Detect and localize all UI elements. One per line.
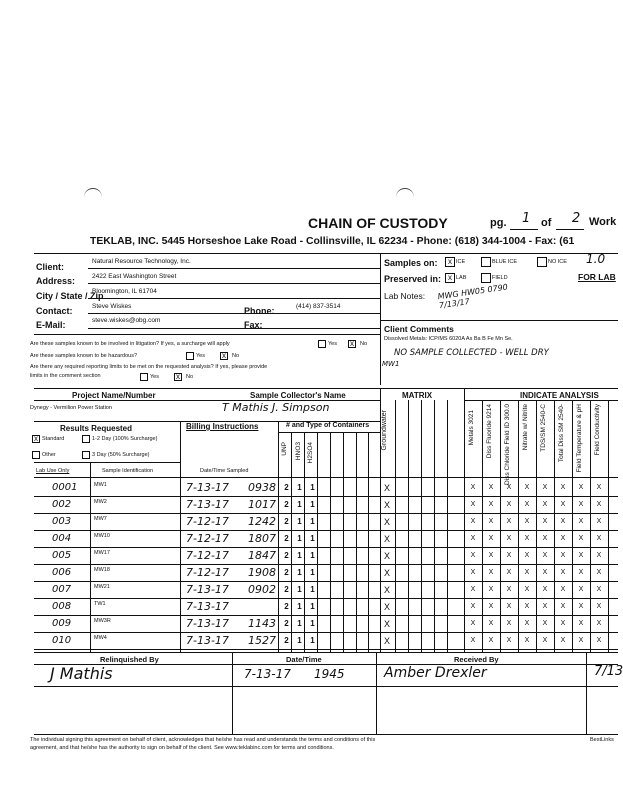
lab-number: 010	[52, 635, 72, 646]
analysis-mark: X	[542, 484, 548, 491]
lab-notes-handwriting: MWG HW05 0790 7/13/17	[437, 282, 509, 311]
analysis-mark: X	[506, 620, 512, 627]
address-value: 2422 East Washington Street	[92, 273, 177, 280]
sample-time: 1242	[248, 515, 276, 528]
analysis-mark: X	[506, 535, 512, 542]
contact-label: Contact:	[36, 306, 73, 316]
analysis-mark: X	[506, 586, 512, 593]
fax-label: Fax:	[244, 320, 263, 330]
limits-no-label: No	[186, 374, 194, 380]
analysis-mark: X	[596, 501, 602, 508]
litigation-no-label: No	[360, 341, 368, 347]
container-count: 1	[310, 602, 315, 611]
container-count: 2	[284, 551, 289, 560]
sample-date: 7-12-17	[186, 549, 229, 562]
analysis-mark: X	[578, 535, 584, 542]
litigation-yes-checkbox[interactable]	[318, 340, 326, 348]
hazardous-yes-label: Yes	[196, 353, 205, 359]
date-time-header: Date/Time	[286, 655, 322, 664]
client-value: Natural Resource Technology, Inc.	[92, 258, 191, 265]
analysis-mark: X	[488, 569, 494, 576]
received-date: 7/13	[594, 664, 623, 679]
sample-time: 1807	[248, 532, 276, 545]
analysis-mark: X	[506, 637, 512, 644]
matrix-mark: X	[383, 517, 390, 527]
of-label: of	[541, 217, 552, 229]
hazardous-no-checkbox[interactable]: x	[222, 351, 226, 360]
analysis-mark: X	[542, 569, 548, 576]
analysis-mark: X	[524, 569, 530, 576]
analysis-mark: X	[488, 637, 494, 644]
container-hno3-header: HNO3	[295, 442, 302, 461]
analysis-mark: X	[524, 586, 530, 593]
litigation-yes-label: Yes	[328, 341, 337, 347]
matrix-mark: X	[383, 551, 390, 561]
sample-date: 7-12-17	[186, 515, 229, 528]
analysis-mark: X	[578, 501, 584, 508]
analysis-col-3: Diss Chloride Field ID 300.0	[504, 404, 511, 485]
sample-id: MW3R	[94, 618, 111, 624]
analysis-mark: X	[470, 620, 476, 627]
standard-label: Standard	[42, 436, 65, 442]
punch-hole-left	[84, 188, 102, 199]
analysis-mark: X	[596, 637, 602, 644]
analysis-col-6: Total Diss SM 2540-	[558, 404, 565, 463]
matrix-mark: X	[383, 568, 390, 578]
container-count: 1	[310, 534, 315, 543]
matrix-mark: X	[383, 619, 390, 629]
containers-header: # and Type of Containers	[286, 422, 370, 429]
container-count: 1	[310, 517, 315, 526]
analysis-mark: X	[470, 484, 476, 491]
footer-line-1: The individual signing this agreement on behalf of client, acknowledges that he/she has read and understands the terms and conditions of this	[30, 737, 376, 743]
city-label: City / State / Zip	[36, 291, 104, 301]
analysis-mark: X	[470, 552, 476, 559]
field-label: FIELD	[492, 275, 508, 281]
container-count: 1	[310, 500, 315, 509]
matrix-mark: X	[383, 585, 390, 595]
billing-instructions-header: Billing Instructions	[186, 422, 259, 431]
table-row-line	[34, 632, 618, 633]
one-day-label: 1-2 Day (100% Surcharge)	[92, 436, 158, 442]
analysis-mark: X	[524, 603, 530, 610]
table-row-line	[34, 530, 618, 531]
page-total: 2	[572, 211, 581, 226]
container-count: 2	[284, 500, 289, 509]
analysis-mark: X	[542, 501, 548, 508]
analysis-mark: X	[506, 552, 512, 559]
sample-time: 1017	[248, 498, 276, 511]
container-count: 1	[297, 534, 302, 543]
container-count: 1	[297, 517, 302, 526]
analysis-mark: X	[524, 620, 530, 627]
analysis-mark: X	[542, 518, 548, 525]
address-label: Address:	[36, 276, 76, 286]
container-h2so4-header: H2SO4	[307, 442, 314, 464]
analysis-mark: X	[542, 637, 548, 644]
analysis-mark: X	[560, 620, 566, 627]
lab-number: 008	[52, 601, 72, 612]
container-count: 1	[297, 585, 302, 594]
analysis-mark: X	[506, 569, 512, 576]
hazardous-yes-checkbox[interactable]	[186, 352, 194, 360]
analysis-mark: X	[524, 552, 530, 559]
analysis-mark: X	[560, 501, 566, 508]
sample-date: 7-12-17	[186, 566, 229, 579]
table-row-line	[34, 581, 618, 582]
analysis-mark: X	[560, 535, 566, 542]
lab-address-line: TEKLAB, INC. 5445 Horseshoe Lake Road - Collinsville, IL 62234 - Phone: (618) 344-1004 - Fax: (61	[90, 236, 575, 247]
analysis-mark: X	[524, 637, 530, 644]
sample-time: 1143	[248, 617, 276, 630]
analysis-mark: X	[578, 603, 584, 610]
matrix-header: MATRIX	[402, 391, 433, 400]
matrix-mark: X	[383, 636, 390, 646]
phone-label: Phone:	[244, 306, 275, 316]
ice-label: ICE	[456, 259, 466, 265]
analysis-mark: X	[578, 484, 584, 491]
matrix-mark: X	[383, 602, 390, 612]
analysis-mark: X	[578, 569, 584, 576]
form-title: CHAIN OF CUSTODY	[308, 215, 448, 231]
container-count: 1	[297, 636, 302, 645]
analysis-mark: X	[542, 535, 548, 542]
analysis-col-2: Diss Fluoride 9214	[486, 404, 493, 459]
analysis-mark: X	[488, 603, 494, 610]
analysis-mark: X	[470, 518, 476, 525]
analysis-mark: X	[506, 518, 512, 525]
question-reporting-limits-2: limits in the comment section	[30, 373, 101, 379]
analysis-col-1: Metals 3021	[468, 410, 475, 446]
work-label: Work	[589, 216, 617, 228]
container-count: 1	[310, 619, 315, 628]
analysis-mark: X	[560, 586, 566, 593]
analysis-mark: X	[596, 569, 602, 576]
no-ice-checkbox[interactable]	[537, 257, 547, 267]
matrix-groundwater-header: Groundwater	[381, 410, 388, 451]
container-count: 2	[284, 534, 289, 543]
analysis-mark: X	[524, 518, 530, 525]
lab-use-only-header: Lab Use Only	[36, 468, 70, 474]
container-count: 2	[284, 619, 289, 628]
container-count: 1	[310, 551, 315, 560]
table-row-line	[34, 564, 618, 565]
date-time-sampled-header: Date/Time Sampled	[200, 468, 249, 474]
sample-id: MW10	[94, 533, 110, 539]
one-day-checkbox[interactable]	[82, 435, 90, 443]
sample-date: 7-13-17	[186, 583, 229, 596]
other-label: Other	[42, 452, 56, 458]
sample-time: 0938	[248, 481, 276, 494]
limits-no-checkbox[interactable]: x	[176, 372, 180, 381]
sample-identification-header: Sample Identification	[102, 468, 154, 474]
standard-checkbox[interactable]: x	[34, 434, 38, 443]
client-label: Client:	[36, 262, 64, 272]
sample-id: MW17	[94, 550, 110, 556]
analysis-mark: X	[488, 586, 494, 593]
container-count: 2	[284, 483, 289, 492]
question-hazardous: Are these samples known to be hazardous?	[30, 353, 138, 359]
analysis-mark: X	[542, 586, 548, 593]
sample-id: MW1	[94, 482, 107, 488]
analysis-mark: X	[470, 603, 476, 610]
analysis-mark: X	[596, 552, 602, 559]
punch-hole-right	[396, 188, 414, 199]
analysis-mark: X	[560, 569, 566, 576]
container-count: 2	[284, 517, 289, 526]
lab-number: 002	[52, 499, 72, 510]
analysis-mark: X	[578, 620, 584, 627]
table-row-line	[34, 513, 618, 514]
sample-collector-header: Sample Collector's Name	[250, 391, 346, 400]
sample-id: MW2	[94, 499, 107, 505]
city-value: Bloomington, IL 61704	[92, 288, 157, 295]
preserved-label: Preserved in:	[384, 274, 442, 284]
analysis-mark: X	[506, 603, 512, 610]
container-count: 2	[284, 585, 289, 594]
collector-signature: T Mathis J. Simpson	[222, 401, 330, 414]
table-row-line	[34, 598, 618, 599]
sample-id: MW21	[94, 584, 110, 590]
container-count: 1	[310, 568, 315, 577]
analysis-mark: X	[596, 535, 602, 542]
analysis-mark: X	[524, 484, 530, 491]
analysis-mark: X	[560, 484, 566, 491]
analysis-mark: X	[488, 620, 494, 627]
container-count: 1	[297, 483, 302, 492]
other-checkbox[interactable]	[32, 451, 40, 459]
litigation-no-checkbox[interactable]: x	[350, 339, 354, 348]
dissolved-metals-note: Dissolved Metals: ICP/MS 6020A As Ba B Fe Mn Se.	[384, 336, 513, 342]
analysis-mark: X	[488, 501, 494, 508]
container-count: 2	[284, 602, 289, 611]
for-lab-label: FOR LAB	[578, 272, 616, 282]
analysis-mark: X	[488, 518, 494, 525]
container-count: 1	[310, 483, 315, 492]
analysis-mark: X	[560, 603, 566, 610]
analysis-mark: X	[542, 603, 548, 610]
page-number: 1	[522, 211, 531, 226]
email-value: steve.wiskes@obg.com	[92, 317, 161, 324]
analysis-col-7: Field Temperature & pH	[576, 404, 583, 473]
analysis-mark: X	[470, 637, 476, 644]
analysis-mark: X	[596, 518, 602, 525]
email-label: E-Mail:	[36, 320, 66, 330]
sample-time: 1527	[248, 634, 276, 647]
container-count: 1	[297, 619, 302, 628]
relinquished-time: 1945	[314, 667, 345, 681]
lab-number: 004	[52, 533, 72, 544]
sample-date: 7-13-17	[186, 498, 229, 511]
relinquished-date: 7-13-17	[244, 667, 291, 681]
limits-yes-checkbox[interactable]	[140, 373, 148, 381]
container-count: 1	[297, 551, 302, 560]
lab-number: 009	[52, 618, 72, 629]
sample-date: 7-12-17	[186, 532, 229, 545]
footer-line-2: agreement, and that he/she has the authority to sign on behalf of the client. See www.teklabinc.com for terms and conditions.	[30, 745, 334, 751]
analysis-mark: X	[488, 535, 494, 542]
container-count: 1	[310, 636, 315, 645]
analysis-col-4: Nitrate w/ Nitrite	[522, 404, 529, 451]
hazardous-no-label: No	[232, 353, 240, 359]
analysis-mark: X	[470, 569, 476, 576]
page-label: pg.	[490, 217, 507, 229]
container-count: 2	[284, 636, 289, 645]
question-reporting-limits: Are there any required reporting limits to be met on the requested analysis? If yes, please provide	[30, 364, 268, 370]
container-count: 1	[297, 500, 302, 509]
table-row-line	[34, 496, 618, 497]
sample-id: MW18	[94, 567, 110, 573]
container-count: 1	[310, 585, 315, 594]
comment-handwriting: NO SAMPLE COLLECTED - WELL DRY	[394, 348, 549, 358]
matrix-mark: X	[383, 483, 390, 493]
relinquished-by-header: Relinquished By	[100, 655, 159, 664]
sample-date: 7-13-17	[186, 617, 229, 630]
table-row-line	[34, 649, 618, 650]
sample-date: 7-13-17	[186, 600, 229, 613]
lab-notes-label: Lab Notes:	[384, 291, 426, 301]
client-comments-label: Client Comments	[384, 324, 454, 334]
table-row-line	[34, 615, 618, 616]
analysis-mark: X	[578, 637, 584, 644]
analysis-mark: X	[578, 586, 584, 593]
analysis-mark: X	[560, 552, 566, 559]
project-name-value: Dynegy - Vermilion Power Station	[30, 405, 112, 411]
question-litigation: Are these samples known to be involved in litigation? If yes, a surcharge will apply	[30, 341, 230, 347]
project-name-header: Project Name/Number	[72, 391, 156, 400]
analysis-mark: X	[578, 518, 584, 525]
blue-ice-checkbox[interactable]	[481, 257, 491, 267]
analysis-mark: X	[488, 552, 494, 559]
footer-right: BestLinks	[590, 737, 614, 743]
samples-on-label: Samples on:	[384, 258, 438, 268]
sample-time: 1908	[248, 566, 276, 579]
phone-value: (414) 837-3514	[296, 303, 341, 310]
analysis-mark: X	[488, 484, 494, 491]
sample-time: 1847	[248, 549, 276, 562]
lab-number: 007	[52, 584, 72, 595]
lab-label: LAB	[456, 275, 467, 281]
analysis-mark: X	[470, 535, 476, 542]
results-requested-header: Results Requested	[60, 424, 133, 433]
analysis-mark: X	[524, 501, 530, 508]
temperature-value: 1.0	[586, 252, 606, 266]
limits-yes-label: Yes	[150, 374, 159, 380]
analysis-mark: X	[524, 535, 530, 542]
lab-number: 0001	[52, 482, 78, 493]
analysis-mark: X	[560, 518, 566, 525]
sample-date: 7-13-17	[186, 634, 229, 647]
matrix-mark: X	[383, 534, 390, 544]
analysis-mark: X	[470, 501, 476, 508]
received-by-header: Received By	[454, 655, 499, 664]
sample-id: MW4	[94, 635, 107, 641]
blue-ice-label: BLUE ICE	[492, 259, 518, 265]
indicate-analysis-header: INDICATE ANALYSIS	[520, 391, 599, 400]
three-day-checkbox[interactable]	[82, 451, 90, 459]
lab-number: 006	[52, 567, 72, 578]
analysis-mark: X	[542, 620, 548, 627]
relinquished-signature: J Mathis	[50, 664, 113, 683]
lab-number: 005	[52, 550, 72, 561]
analysis-mark: X	[596, 603, 602, 610]
field-checkbox[interactable]	[481, 273, 491, 283]
lab-number: 003	[52, 516, 72, 527]
analysis-mark: X	[506, 484, 512, 491]
container-count: 2	[284, 568, 289, 577]
analysis-mark: X	[506, 501, 512, 508]
sample-id: TW1	[94, 601, 106, 607]
contact-value: Steve Wiskes	[92, 303, 132, 310]
analysis-mark: X	[542, 552, 548, 559]
received-signature: Amber Drexler	[384, 665, 487, 681]
analysis-mark: X	[596, 586, 602, 593]
container-count: 1	[297, 602, 302, 611]
matrix-mark: X	[383, 500, 390, 510]
analysis-mark: X	[470, 586, 476, 593]
sample-date: 7-13-17	[186, 481, 229, 494]
container-count: 1	[297, 568, 302, 577]
ice-checkbox[interactable]: x	[445, 257, 455, 267]
table-row-line	[34, 547, 618, 548]
container-unp-header: UNP	[281, 442, 288, 456]
comment-handwriting-extra: MW1	[382, 360, 400, 368]
analysis-col-8: Field Conductivity	[594, 404, 601, 456]
analysis-mark: X	[596, 484, 602, 491]
analysis-mark: X	[596, 620, 602, 627]
analysis-mark: X	[578, 552, 584, 559]
three-day-label: 3 Day (50% Surcharge)	[92, 452, 150, 458]
analysis-mark: X	[560, 637, 566, 644]
sample-id: MW7	[94, 516, 107, 522]
lab-checkbox[interactable]: x	[445, 273, 455, 283]
sample-time: 0902	[248, 583, 276, 596]
no-ice-label: NO ICE	[548, 259, 567, 265]
analysis-col-5: TDS/SM 2540-C	[540, 404, 547, 452]
